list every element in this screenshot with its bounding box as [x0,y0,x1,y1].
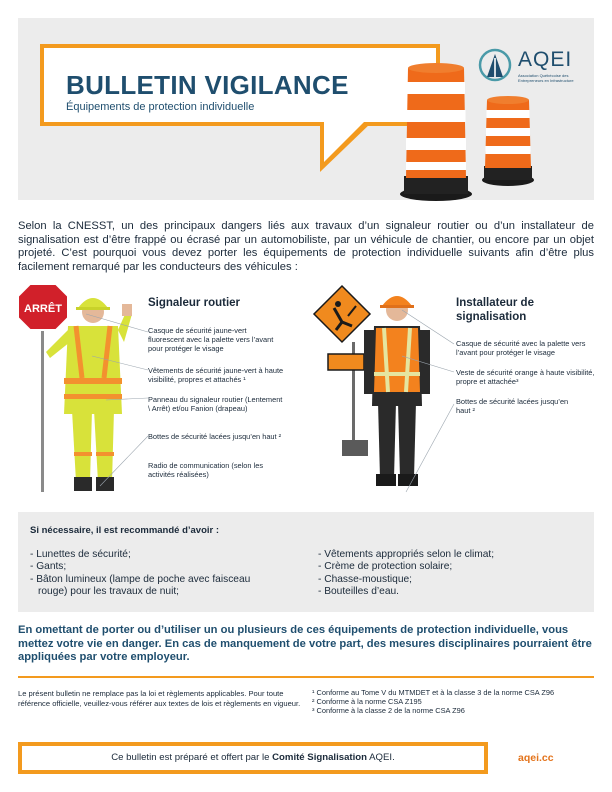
page-subtitle: Équipements de protection individuelle [66,101,255,113]
installateur-item-helmet: Casque de sécurité avec la palette vers l’avant pour protéger le visage [456,339,586,357]
credit-committee: Comité Signalisation [272,752,368,763]
signaleur-leader-lines [86,300,150,500]
recommend-list-left [30,549,300,599]
list-item: - Bâton lumineux (lampe de poche avec faisceau [30,573,251,585]
footnote-2: ² Conforme à la norme CSA Z195 [312,697,422,706]
credit-suffix: AQEI. [367,752,395,763]
divider [18,676,594,678]
logo-name: AQEI [518,48,573,71]
footnote-1: ¹ Conforme au Tome V du MTMDET et à la classe 3 de la norme CSA Z96 [312,688,555,697]
credit-prefix: Ce bulletin est préparé et offert par le [111,752,273,763]
list-item: rouge) pour les travaux de nuit; [38,586,180,598]
list-item: - Gants; [30,561,67,573]
logo-subtitle: Association Québécoise des Entrepreneurs en Infrastructure [518,73,574,83]
credit-text [18,752,488,763]
warning-paragraph: En omettant de porter ou d’utiliser un ou plusieurs de ces équipements de protection individuelle, vous mettez votre vie en danger. En cas de manquement de votre part, des mesures disciplinaires pourraient être appliquées par votre employeur. [18,624,592,663]
installateur-item-boots: Bottes de sécurité lacées jusqu’en haut ² [456,397,569,415]
list-item: - Chasse-moustique; [318,573,412,585]
installateur-leader-lines [402,300,456,500]
signaleur-title: Signaleur routier [148,297,241,309]
recommend-title: Si nécessaire, il est recommandé d’avoir : [30,525,220,536]
list-item: - Crème de protection solaire; [318,561,453,573]
installateur-item-vest: Veste de sécurité orange à haute visibilité, propre et attachée³ [456,368,595,386]
website-link[interactable]: aqei.cc [518,752,554,764]
list-item: - Vêtements appropriés selon le climat; [318,549,495,560]
disclaimer: Le présent bulletin ne remplace pas la loi et règlements applicables. Pour toute référence officielle, veuillez-vous référer aux textes de lois et règlements en vigueur. [18,689,301,708]
installateur-title: Installateur de signalisation [456,297,534,323]
stop-sign-text: ARRÊT [24,303,62,315]
signaleur-item-sign-panel: Panneau du signaleur routier (Lentement \ Arrêt) et/ou Fanion (drapeau) [148,395,283,413]
signaleur-item-boots: Bottes de sécurité lacées jusqu’en haut ² [148,432,282,441]
speech-bubble-tail-inner [324,122,364,162]
recommend-list-right [318,549,578,599]
list-item: - Bouteilles d’eau. [318,586,399,598]
footnotes [312,688,602,715]
intro-paragraph: Selon la CNESST, un des principaux dangers liés aux travaux d’un signaleur routier ou d’un installateur de signalisation est d’être frappé ou écrasé par un automobiliste, par un véhicule de chantier, ou encore par un objet projeté. C’est pourquoi vous devez porter les équipements de protection individuelle suivants afin d’être plus facilement remarqué par les conducteurs des véhicules : [18,220,594,273]
page-title: BULLETIN VIGILANCE [66,70,349,100]
signaleur-item-radio: Radio de communication (selon les activités réalisées) [148,461,264,479]
list-item: - Lunettes de sécurité; [30,549,131,560]
traffic-drums-icon [392,56,542,202]
signaleur-item-helmet: Casque de sécurité jaune-vert fluorescent avec la palette vers l’avant pour protéger le visage [148,326,274,353]
footnote-3: ³ Conforme à la classe 2 de la norme CSA Z96 [312,706,465,715]
signaleur-item-clothing: Vêtements de sécurité jaune-vert à haute visibilité, propres et attachés ¹ [148,366,284,384]
